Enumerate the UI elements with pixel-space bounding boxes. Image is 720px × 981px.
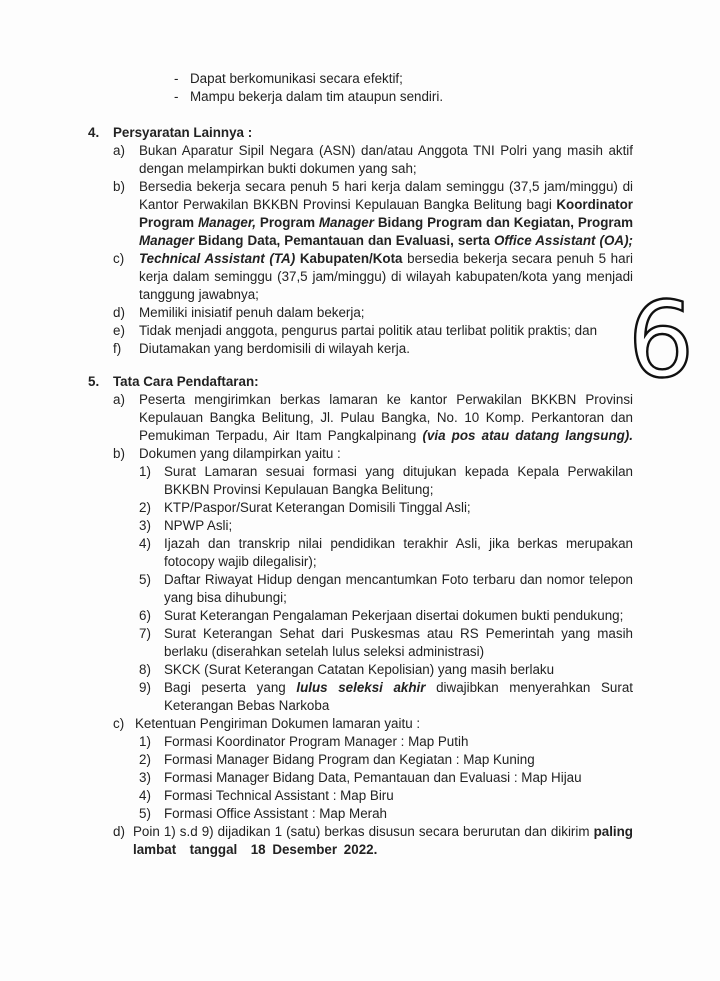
doc-item-3: NPWP Asli;: [164, 518, 233, 533]
text-run: diwajibkan menyerahkan Surat: [425, 680, 633, 695]
item-5a-line2: Kepulauan Bangka Belitung, Jl. Pulau Bangka, No. 10 Komp. Perkantoran dan: [139, 410, 633, 425]
text-run: Kantor Perwakilan BKKBN Provinsi Kepulauan Bangka Belitung bagi: [139, 197, 557, 212]
item-5d-line1: [133, 823, 633, 840]
section-5-number: 5.: [88, 374, 100, 389]
text-run: Bagi peserta yang: [164, 680, 297, 695]
item-5b-title: Dokumen yang dilampirkan yaitu :: [139, 446, 341, 461]
folder-rule: Formasi Technical Assistant : Map Biru: [164, 788, 394, 803]
sub-marker: 5): [139, 572, 151, 587]
doc-item-4-line1: Ijazah dan transkrip nilai pendidikan terakhir Asli, jika berkas merupakan: [164, 536, 633, 551]
item-marker: b): [113, 446, 125, 461]
item-marker: b): [113, 179, 125, 194]
item-marker: d): [113, 305, 125, 320]
doc-item-7-line2: berlaku (diserahkan setelah lulus seleksi administrasi): [164, 644, 485, 659]
text-run: Pemukiman Terpadu, Air Itam Pangkalpinang: [139, 428, 423, 443]
deadline-date: 18 Desember 2022.: [250, 842, 378, 857]
text-run: bersedia bekerja secara penuh 5 hari: [402, 251, 634, 266]
text-run-italic: Manager: [139, 233, 195, 248]
text-run-bold-italic: lulus seleksi akhir: [296, 680, 426, 695]
text-run-bold-italic: (via pos atau datang langsung).: [422, 428, 633, 443]
item-4f: Diutamakan yang berdomisili di wilayah kerja.: [139, 341, 410, 356]
sub-marker: 8): [139, 662, 151, 677]
dash-marker: -: [174, 71, 179, 86]
item-marker: c): [113, 251, 125, 266]
item-5a-line3: [139, 427, 633, 444]
item-4c-line3: tanggung jawabnya;: [139, 287, 259, 302]
item-4b-line3: [139, 214, 633, 231]
doc-item-4-line2: fotocopy wajib dilegalisir);: [164, 554, 317, 569]
item-marker: c): [113, 716, 125, 731]
item-marker: a): [113, 143, 125, 158]
item-4a-line1: Bukan Aparatur Sipil Negara (ASN) dan/atau Anggota TNI Polri yang masih aktif: [139, 143, 633, 158]
sub-marker: 5): [139, 806, 151, 821]
bullet-item: Dapat berkomunikasi secara efektif;: [190, 71, 403, 86]
section-5-title: Tata Cara Pendaftaran:: [113, 374, 259, 389]
text-run-italic: Manager: [318, 215, 374, 230]
doc-item-2: KTP/Paspor/Surat Keterangan Domisili Tinggal Asli;: [164, 500, 471, 515]
item-4b-line1: Bersedia bekerja secara penuh 5 hari kerja dalam seminggu (37,5 jam/minggu) di: [139, 179, 633, 194]
sub-marker: 7): [139, 626, 151, 641]
sub-marker: 1): [139, 464, 151, 479]
item-4b-line4: [139, 232, 633, 249]
text-run-bold-italic: Technical Assistant (TA): [139, 251, 296, 266]
section-4-title: Persyaratan Lainnya :: [113, 125, 253, 140]
folder-rule: Formasi Office Assistant : Map Merah: [164, 806, 388, 821]
bullet-item: Mampu bekerja dalam tim ataupun sendiri.: [190, 89, 444, 104]
text-run-italic: Office Assistant (OA);: [493, 233, 633, 248]
section-4-number: 4.: [88, 125, 100, 140]
text-run: Bidang Data, Pemantauan dan Evaluasi, serta: [194, 233, 494, 248]
sub-marker: 4): [139, 536, 151, 551]
item-5d-line2: [133, 841, 377, 858]
sub-marker: 1): [139, 734, 151, 749]
item-marker: e): [113, 323, 125, 338]
sub-marker: 3): [139, 518, 151, 533]
item-5c-title: Ketentuan Pengiriman Dokumen lamaran yaitu :: [135, 716, 421, 731]
item-4b-line2: [139, 196, 633, 213]
deadline-label: tanggal: [189, 842, 238, 857]
text-run: Program: [256, 215, 319, 230]
text-run: Program: [139, 215, 198, 230]
text-run-bold: Kabupaten/Kota: [295, 251, 403, 266]
sub-marker: 3): [139, 770, 151, 785]
dash-marker: -: [174, 89, 179, 104]
sub-marker: 2): [139, 752, 151, 767]
item-marker: f): [113, 341, 122, 356]
doc-item-9-line1: [164, 679, 633, 696]
item-5a-line1: Peserta mengirimkan berkas lamaran ke kantor Perwakilan BKKBN Provinsi: [139, 392, 633, 407]
item-marker: d): [113, 824, 125, 839]
sub-marker: 6): [139, 608, 151, 623]
folder-rule: Formasi Manager Bidang Data, Pemantauan dan Evaluasi : Map Hijau: [164, 770, 582, 785]
item-4d: Memiliki inisiatif penuh dalam bekerja;: [139, 305, 365, 320]
item-4e: Tidak menjadi anggota, pengurus partai politik atau terlibat politik praktis; dan: [139, 323, 598, 338]
text-run-italic: Manager,: [197, 215, 257, 230]
doc-item-7-line1: Surat Keterangan Sehat dari Puskesmas atau RS Pemerintah yang masih: [164, 626, 633, 641]
doc-item-1-line2: BKKBN Provinsi Kepulauan Bangka Belitung;: [164, 482, 434, 497]
item-marker: a): [113, 392, 125, 407]
text-run: Bidang Program dan Kegiatan, Program: [373, 215, 633, 230]
sub-marker: 4): [139, 788, 151, 803]
page-number-marker: [626, 290, 696, 386]
doc-item-5-line2: yang bisa dihubungi;: [164, 590, 287, 605]
sub-marker: 9): [139, 680, 151, 695]
doc-item-6: Surat Keterangan Pengalaman Pekerjaan disertai dokumen bukti pendukung;: [164, 608, 624, 623]
text-run-bold: paling: [593, 824, 633, 839]
folder-rule: Formasi Manager Bidang Program dan Kegiatan : Map Kuning: [164, 752, 535, 767]
doc-item-5-line1: Daftar Riwayat Hidup dengan mencantumkan Foto terbaru dan nomor telepon: [164, 572, 633, 587]
item-4a-line2: dengan melampirkan bukti dokumen yang sah;: [139, 161, 417, 176]
text-run-bold: Koordinator: [556, 197, 633, 212]
item-4c-line2: kerja dalam seminggu (37,5 jam/minggu) di wilayah kabupaten/kota yang menjadi: [139, 269, 633, 284]
page-number-glyph: 6: [627, 290, 695, 386]
sub-marker: 2): [139, 500, 151, 515]
folder-rule: Formasi Koordinator Program Manager : Map Putih: [164, 734, 469, 749]
doc-item-8: SKCK (Surat Keterangan Catatan Kepolisian) yang masih berlaku: [164, 662, 555, 677]
doc-item-9-line2: Keterangan Bebas Narkoba: [164, 698, 330, 713]
text-run: Poin 1) s.d 9) dijadikan 1 (satu) berkas disusun secara berurutan dan dikirim: [133, 824, 594, 839]
item-4c-line1: [139, 250, 633, 267]
text-run-bold: lambat: [133, 842, 177, 857]
doc-item-1-line1: Surat Lamaran sesuai formasi yang ditujukan kepada Kepala Perwakilan: [164, 464, 633, 479]
